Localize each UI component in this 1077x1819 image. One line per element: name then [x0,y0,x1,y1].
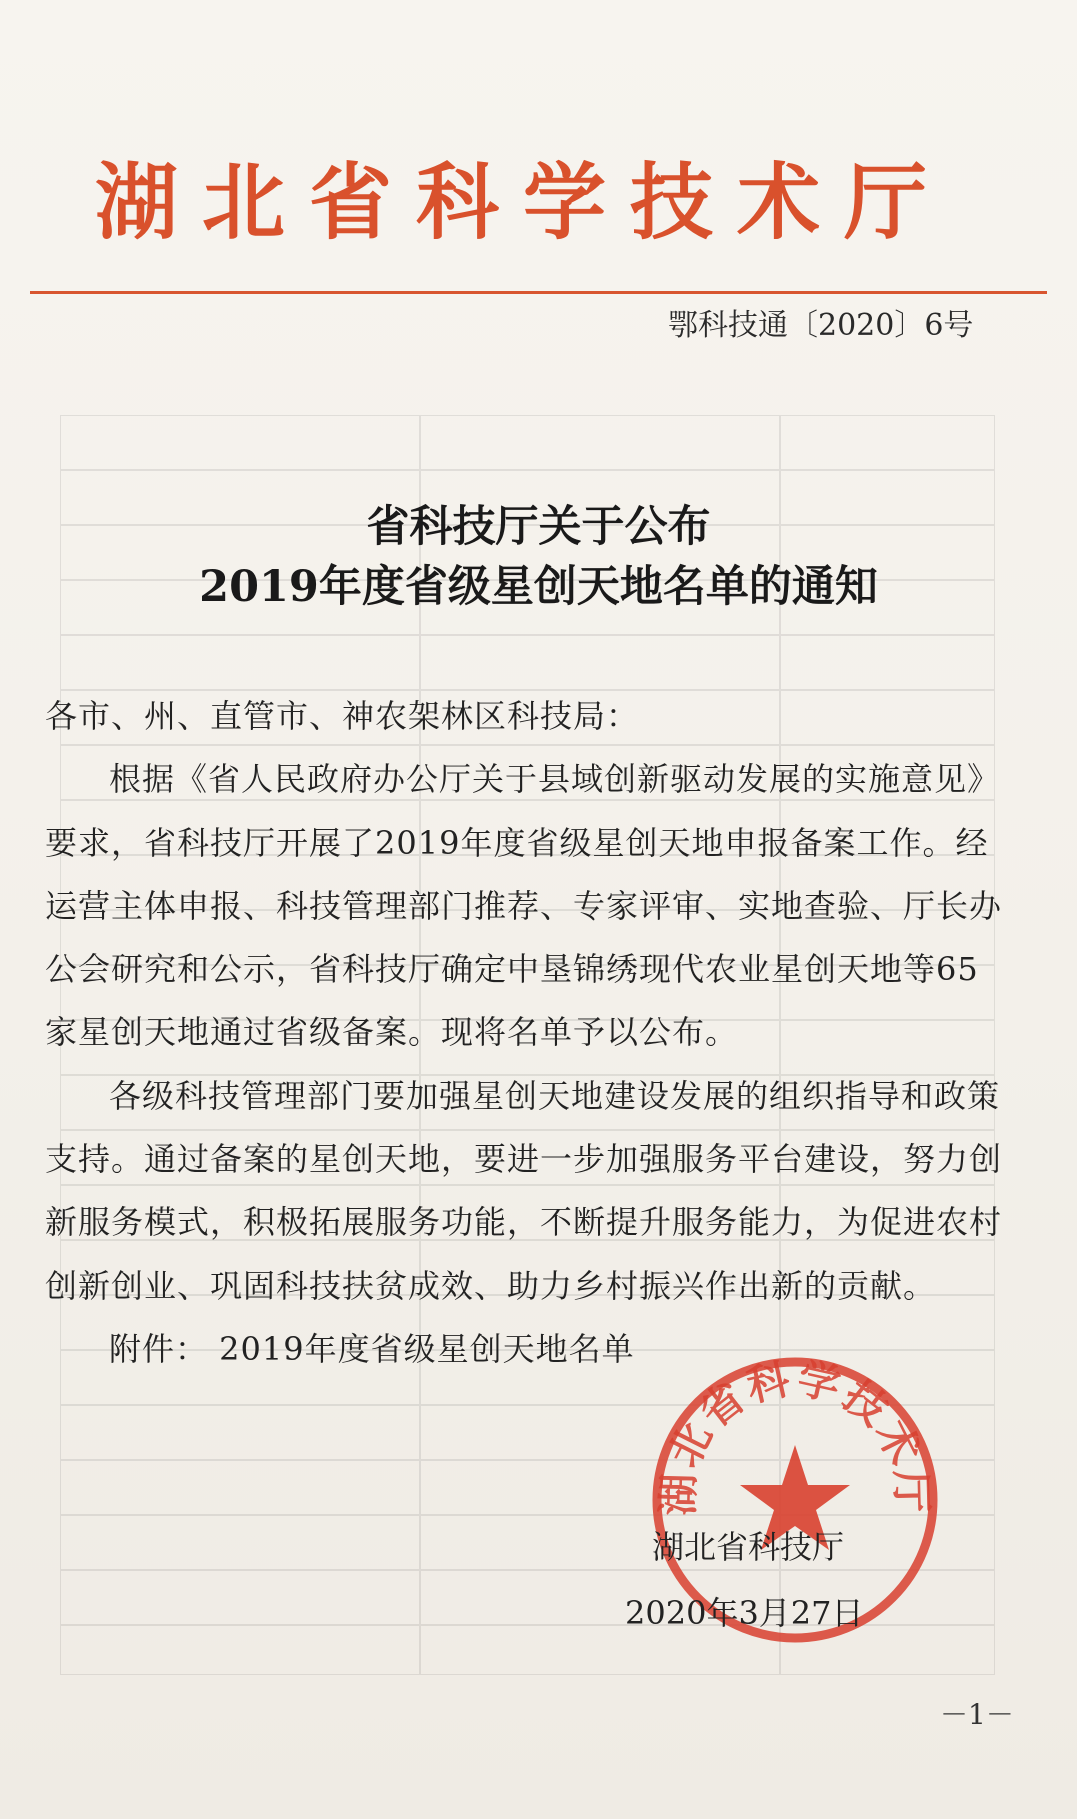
seal-text: 湖北省科学技术厅 [653,1353,937,1517]
salutation: 各市、州、直管市、神农架林区科技局： [45,697,640,735]
issue-date: 2020年3月27日 [625,1594,864,1632]
body-paragraph-1: 根据《省人民政府办公厅关于县域创新驱动发展的实施意见》要求，省科技厅开展了2019年度省级星创天地申报备案工作。经运营主体申报、科技管理部门推荐、专家评审、实地查验、厅长办公会研究和公示，省科技厅确定中垦锦绣现代农业星创天地等65家星创天地通过省级备案。现将名单予以公布。 [45,760,1003,1052]
document-title-line-2: 2019年度省级星创天地名单的通知 [199,562,878,612]
document-body [45,685,1005,1381]
page-number: －1－ [940,1698,1014,1731]
attachment-line: 附件： 2019年度省级星创天地名单 [109,1329,635,1368]
body-paragraph-2: 各级科技管理部门要加强星创天地建设发展的组织指导和政策支持。通过备案的星创天地，要进一步加强服务平台建设，努力创新服务模式，积极拓展服务功能，不断提升服务能力，为促进农村创新创业、巩固科技扶贫成效、助力乡村振兴作出新的贡献。 [45,1076,1003,1305]
letterhead-org-name: 湖北省科学技术厅 [95,153,951,251]
document-title-line-1: 省科技厅关于公布 [366,502,711,552]
document-number: 鄂科技通〔2020〕6号 [668,308,974,343]
letterhead-red-line [30,291,1047,294]
signer-name: 湖北省科技厅 [652,1528,845,1566]
